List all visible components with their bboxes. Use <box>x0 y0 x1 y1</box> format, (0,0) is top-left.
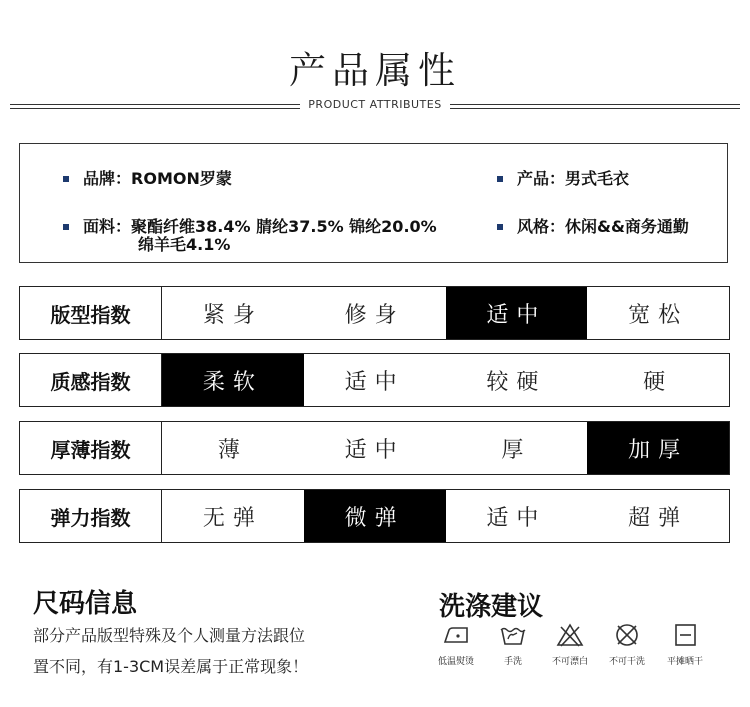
scale-option: 适中 <box>344 369 405 395</box>
scale-thickness <box>19 421 730 475</box>
wash-item-iron <box>426 622 486 667</box>
wash-label: 不可干洗 <box>608 657 645 667</box>
attr-product-value: 男式毛衣 <box>565 169 630 188</box>
wash-item-flat-dry <box>655 622 715 667</box>
scale-label: 弹力指数 <box>20 490 162 542</box>
scale-option: 加厚 <box>587 422 729 474</box>
page-subtitle: PRODUCT ATTRIBUTES <box>308 98 442 111</box>
wash-item-no-dry-clean <box>597 622 657 667</box>
page-title: 产品属性 <box>289 49 461 92</box>
scale-option: 无弹 <box>202 505 263 531</box>
attr-product <box>517 169 629 189</box>
scale-option: 宽松 <box>628 302 689 328</box>
scale-fit <box>19 286 730 340</box>
attr-product-key: 产品： <box>517 169 566 188</box>
attr-fabric-value-2: 绵羊毛4.1% <box>138 235 231 254</box>
scale-label: 版型指数 <box>20 287 162 339</box>
bullet-icon <box>497 224 503 230</box>
attr-fabric <box>83 217 483 255</box>
scale-option: 超弹 <box>628 505 689 531</box>
scale-option: 微弹 <box>304 490 446 542</box>
scale-label: 厚薄指数 <box>20 422 162 474</box>
wash-label: 手洗 <box>503 657 522 667</box>
no-dry-clean-icon <box>612 622 642 648</box>
scale-elasticity <box>19 489 730 543</box>
scale-option: 薄 <box>217 437 248 463</box>
attr-fabric-key: 面料： <box>83 217 132 236</box>
attr-brand <box>83 169 232 189</box>
hand-wash-icon <box>498 622 528 648</box>
scale-option: 柔软 <box>162 354 304 406</box>
scale-option: 紧身 <box>202 302 263 328</box>
wash-label: 不可漂白 <box>551 657 588 667</box>
wash-label: 平摊晒干 <box>666 657 703 667</box>
bullet-icon <box>63 224 69 230</box>
wash-item-no-bleach <box>540 622 600 667</box>
wash-label: 低温熨烫 <box>437 657 474 667</box>
no-bleach-icon <box>555 622 585 648</box>
wash-title: 洗涤建议 <box>439 592 544 622</box>
wash-item-hand-wash <box>483 622 543 667</box>
scale-option: 厚 <box>501 437 532 463</box>
size-info-title: 尺码信息 <box>33 589 138 619</box>
attr-brand-value: ROMON罗蒙 <box>131 169 232 188</box>
scale-option: 适中 <box>486 505 547 531</box>
iron-low-icon <box>441 622 471 648</box>
bullet-icon <box>497 176 503 182</box>
attr-brand-key: 品牌： <box>83 169 132 188</box>
bullet-icon <box>63 176 69 182</box>
scale-option: 硬 <box>643 369 674 395</box>
scale-texture <box>19 353 730 407</box>
size-info-line-1: 部分产品版型特殊及个人测量方法跟位 <box>33 626 306 645</box>
attr-style <box>517 217 689 237</box>
scale-option: 适中 <box>344 437 405 463</box>
attr-style-key: 风格： <box>517 217 566 236</box>
scale-option: 较硬 <box>486 369 547 395</box>
scale-option: 修身 <box>344 302 405 328</box>
scale-option: 适中 <box>446 287 588 339</box>
subtitle-row <box>10 98 740 116</box>
attr-fabric-value: 聚酯纤维38.4% 腈纶37.5% 锦纶20.0% <box>131 217 437 236</box>
flat-dry-icon <box>670 622 700 648</box>
size-info-line-2: 置不同，有1-3CM误差属于正常现象！ <box>33 657 309 676</box>
attr-style-value: 休闲&&商务通勤 <box>565 217 689 236</box>
scale-label: 质感指数 <box>20 354 162 406</box>
